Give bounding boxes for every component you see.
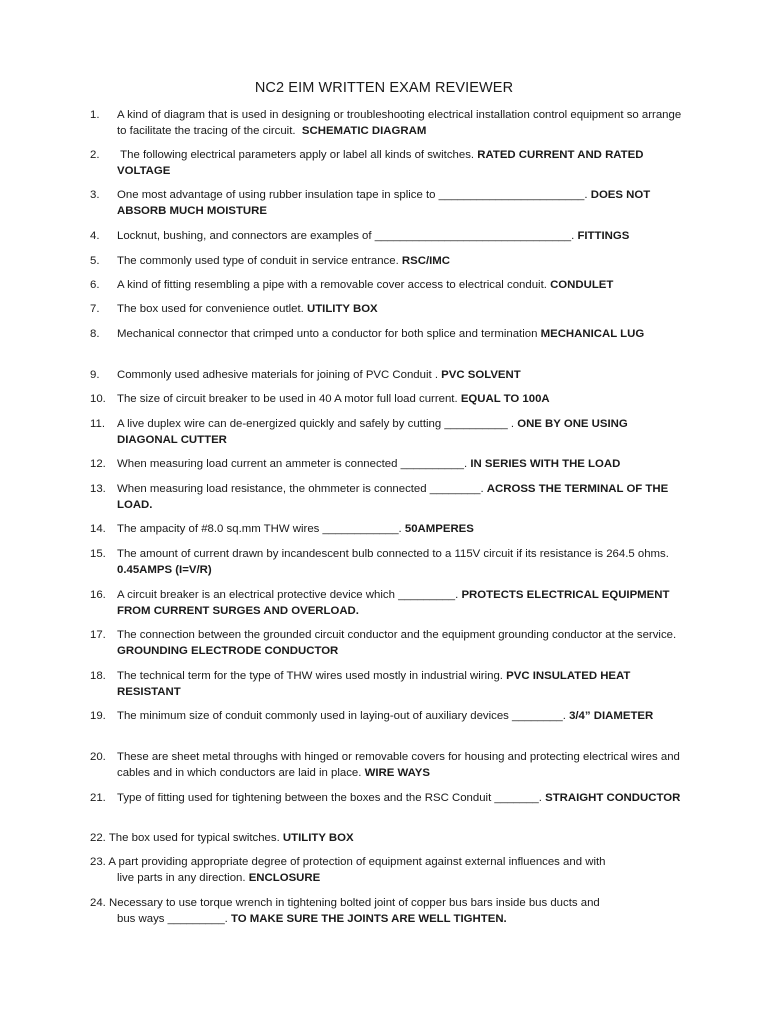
item-text: Mechanical connector that crimped unto a conductor for both splice and termination MECHANICAL LUG — [117, 328, 645, 340]
item-number: 19. — [90, 710, 106, 722]
item-answer: STRAIGHT CONDUCTOR — [545, 792, 681, 804]
item-answer: MECHANICAL LUG — [540, 328, 645, 340]
item-text: A kind of diagram that is used in designing or troubleshooting electrical installation control equipment so arrange to facilitate the tracing of the circuit. SCHEMATIC DIAGRAM — [117, 109, 682, 137]
item-answer: RSC/IMC — [401, 255, 451, 267]
item-number: 4. — [90, 230, 100, 242]
item-number: 24. — [90, 897, 106, 909]
item-number: 21. — [90, 792, 106, 804]
item-answer: UTILITY BOX — [282, 832, 354, 844]
item-answer: PVC SOLVENT — [441, 369, 521, 381]
item-answer: CONDULET — [550, 279, 614, 291]
page-title: NC2 EIM WRITTEN EXAM REVIEWER — [254, 80, 514, 96]
item-text: One most advantage of using rubber insulation tape in splice to _______________________. DOES NOT ABSORB MUCH MOISTURE — [117, 189, 651, 217]
item-number: 1. — [90, 109, 100, 121]
item-answer: PROTECTS ELECTRICAL EQUIPMENT FROM CURRENT SURGES AND OVERLOAD. — [117, 589, 670, 617]
item-text: Locknut, bushing, and connectors are examples of _______________________________. FITTINGS — [117, 230, 630, 242]
item-answer: ACROSS THE TERMINAL OF THE LOAD. — [117, 483, 669, 511]
item-answer: SCHEMATIC DIAGRAM — [301, 125, 427, 137]
item-number: 9. — [90, 369, 100, 381]
item-text: The size of circuit breaker to be used in 40 A motor full load current. EQUAL TO 100A — [117, 393, 550, 405]
item-number: 18. — [90, 670, 106, 682]
item-number: 22. — [90, 832, 106, 844]
item-answer: FITTINGS — [577, 230, 630, 242]
item-text: These are sheet metal throughs with hinged or removable covers for housing and protecting electrical wires and cables and in which conductors are laid in place. WIRE WAYS — [117, 751, 680, 779]
item-answer: EQUAL TO 100A — [460, 393, 550, 405]
item-text: The connection between the grounded circuit conductor and the equipment grounding conductor at the service. GROUNDING ELECTRODE CONDUCTOR — [117, 629, 677, 657]
item-answer: UTILITY BOX — [306, 303, 378, 315]
item-number: 3. — [90, 189, 100, 201]
item-number: 20. — [90, 751, 106, 763]
item-text: The amount of current drawn by incandescent bulb connected to a 115V circuit if its resistance is 264.5 ohms. 0.45AMPS (I=V/R) — [117, 548, 669, 576]
item-answer: IN SERIES WITH THE LOAD — [470, 458, 621, 470]
item-number: 7. — [90, 303, 100, 315]
item-text: Commonly used adhesive materials for joining of PVC Conduit . PVC SOLVENT — [117, 369, 521, 381]
item-number: 14. — [90, 523, 106, 535]
item-text: The technical term for the type of THW wires used mostly in industrial wiring. PVC INSULATED HEAT RESISTANT — [117, 670, 631, 698]
item-answer: 3/4” DIAMETER — [569, 710, 654, 722]
item-answer: ONE BY ONE USING DIAGONAL CUTTER — [117, 418, 628, 446]
item-number: 6. — [90, 279, 100, 291]
item-number: 2. — [90, 149, 100, 161]
item-answer: WIRE WAYS — [364, 767, 430, 779]
item-answer: TO MAKE SURE THE JOINTS ARE WELL TIGHTEN. — [231, 913, 507, 925]
item-text: 24. Necessary to use torque wrench in tightening bolted joint of copper bus bars inside bus ducts and bus ways _________. TO MAKE SURE THE JOINTS ARE WELL TIGHTEN. — [90, 897, 600, 925]
item-text: The box used for convenience outlet. UTILITY BOX — [117, 303, 378, 315]
item-text: The commonly used type of conduit in service entrance. RSC/IMC — [117, 255, 451, 267]
item-number: 15. — [90, 548, 106, 560]
item-number: 16. — [90, 589, 106, 601]
item-text: A live duplex wire can de-energized quickly and safely by cutting __________ . ONE BY ONE USING DIAGONAL CUTTER — [117, 418, 628, 446]
item-number: 8. — [90, 328, 100, 340]
item-text: When measuring load resistance, the ohmmeter is connected ________. ACROSS THE TERMINAL OF THE LOAD. — [117, 483, 669, 511]
item-answer: 50AMPERES — [404, 523, 474, 535]
item-text: The ampacity of #8.0 sq.mm THW wires ____________. 50AMPERES — [117, 523, 474, 535]
item-text: A kind of fitting resembling a pipe with a removable cover access to electrical conduit. CONDULET — [117, 279, 614, 291]
item-number: 13. — [90, 483, 106, 495]
item-answer: PVC INSULATED HEAT RESISTANT — [117, 670, 631, 698]
item-answer: GROUNDING ELECTRODE CONDUCTOR — [117, 645, 339, 657]
item-number: 23. — [90, 856, 106, 868]
item-number: 12. — [90, 458, 106, 470]
item-answer: DOES NOT ABSORB MUCH MOISTURE — [117, 189, 651, 217]
item-text: A circuit breaker is an electrical protective device which _________. PROTECTS ELECTRICAL EQUIPMENT FROM CURRENT SURGES AND OVERLOAD. — [117, 589, 670, 617]
item-number: 11. — [90, 418, 105, 430]
item-answer: ENCLOSURE — [248, 872, 321, 884]
item-number: 5. — [90, 255, 100, 267]
item-text: The minimum size of conduit commonly used in laying-out of auxiliary devices ________. 3/4” DIAMETER — [117, 710, 654, 722]
item-answer: RATED CURRENT AND RATED VOLTAGE — [117, 149, 644, 177]
item-number: 17. — [90, 629, 106, 641]
item-answer: 0.45AMPS (I=V/R) — [117, 564, 212, 576]
item-text: 22. The box used for typical switches. UTILITY BOX — [90, 832, 354, 844]
item-text: 23. A part providing appropriate degree of protection of equipment against external influences and with live parts in any direction. ENCLOSURE — [90, 856, 606, 884]
item-text: When measuring load current an ammeter is connected __________. IN SERIES WITH THE LOAD — [117, 458, 621, 470]
item-number: 10. — [90, 393, 106, 405]
item-text: The following electrical parameters apply or label all kinds of switches. RATED CURRENT AND RATED VOLTAGE — [117, 149, 644, 177]
item-text: Type of fitting used for tightening between the boxes and the RSC Conduit _______. STRAIGHT CONDUCTOR — [117, 792, 681, 804]
